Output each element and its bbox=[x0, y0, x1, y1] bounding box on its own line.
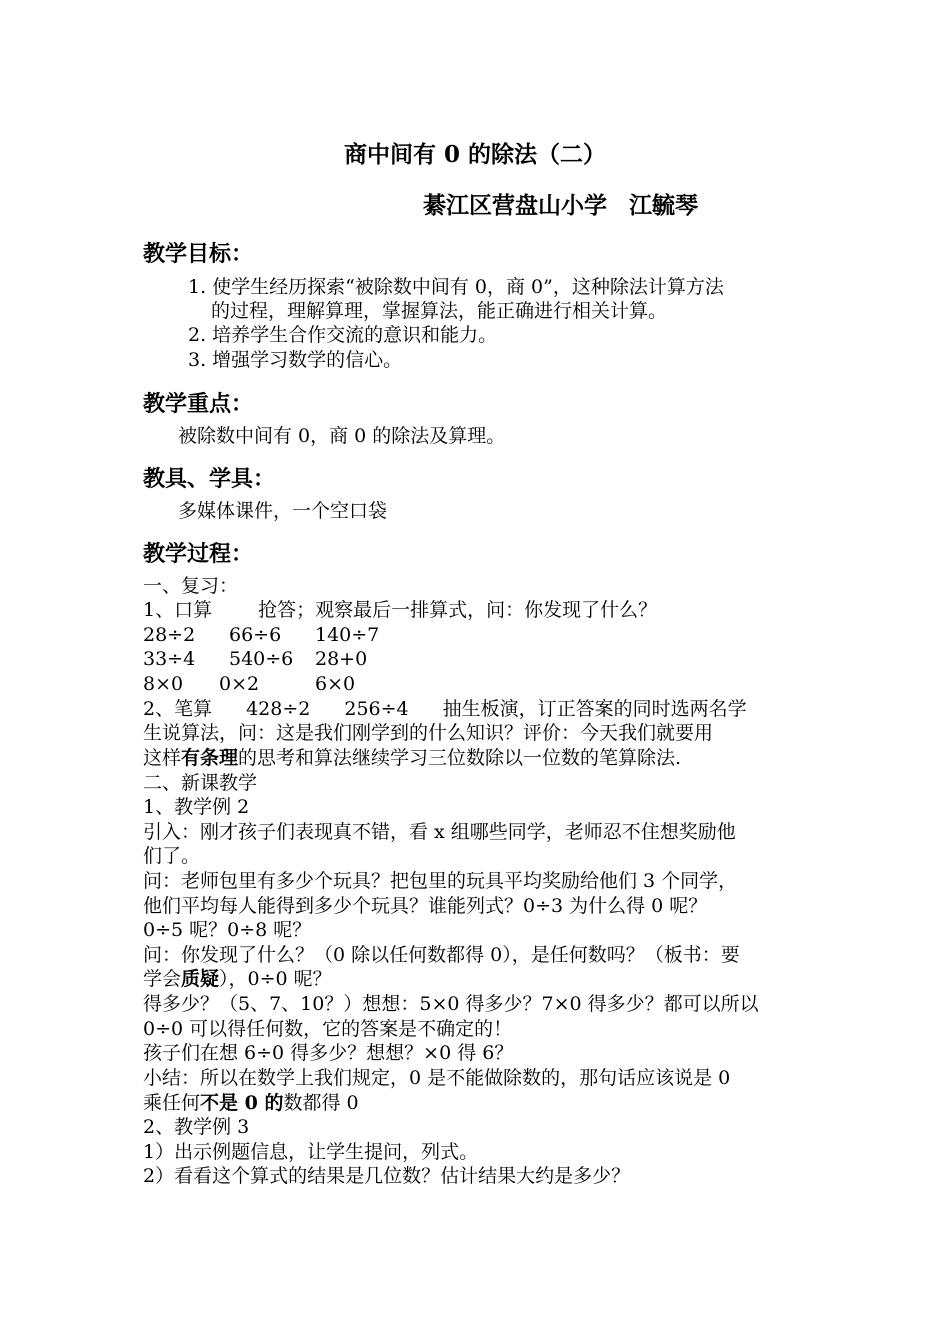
text-run: 的思考和算法继续学习三位数除以一位数的笔算除法. bbox=[238, 747, 682, 769]
written-calc-text: 抽生板演，订正答案的同时选两名学 bbox=[442, 698, 747, 720]
text-run: 乘任何 bbox=[143, 1092, 201, 1114]
expression: 6×0 bbox=[315, 673, 356, 695]
oral-calc-label: 1、口算 bbox=[143, 599, 213, 621]
process-line: 问：老师包里有多少个玩具？把包里的玩具平均奖励给他们 3 个同学， bbox=[143, 870, 738, 892]
process-line: 1）出示例题信息，让学生提问，列式。 bbox=[143, 1141, 479, 1163]
text-run: 学会 bbox=[143, 968, 182, 990]
expression: 140÷7 bbox=[315, 624, 380, 646]
process-line bbox=[143, 598, 657, 622]
process-line bbox=[143, 746, 681, 770]
goal-item-cont: 的过程，理解算理，掌握算法，能正确进行相关计算。 bbox=[211, 300, 668, 322]
emphasis: 有条理 bbox=[181, 747, 239, 769]
written-calc-label: 2、笔算 bbox=[143, 698, 213, 720]
goals-heading: 教学目标： bbox=[143, 241, 254, 267]
expression-row bbox=[143, 647, 367, 671]
expression: 66÷6 bbox=[229, 624, 282, 646]
process-line: 们了。 bbox=[143, 845, 201, 867]
text-run: ），0÷0 呢？ bbox=[219, 968, 332, 990]
process-line: 生说算法，问：这是我们刚学到的什么知识？评价：今天我们就要用 bbox=[143, 722, 714, 744]
expression: 256÷4 bbox=[344, 698, 409, 720]
process-line: 引入：刚才孩子们表现真不错，看 x 组哪些同学，老师忍不住想奖励他 bbox=[143, 821, 736, 843]
process-line: 问：你发现了什么？（0 除以任何数都得 0），是任何数吗？（板书：要 bbox=[143, 944, 740, 966]
subsection-example-3: 2、教学例 3 bbox=[143, 1116, 250, 1138]
focus-text: 被除数中间有 0，商 0 的除法及算理。 bbox=[178, 425, 506, 447]
document-title: 商中间有 0 的除法（二） bbox=[343, 141, 607, 168]
process-line bbox=[143, 967, 332, 991]
section-new-lesson: 二、新课教学 bbox=[143, 772, 258, 794]
expression: 0×2 bbox=[219, 673, 260, 695]
oral-calc-text: 抢答；观察最后一排算式，问：你发现了什么？ bbox=[258, 599, 658, 621]
goal-item: 2. 培养学生合作交流的意识和能力。 bbox=[188, 324, 498, 346]
goal-item: 3. 增强学习数学的信心。 bbox=[188, 349, 403, 371]
process-line: 2）看看这个算式的结果是几位数？估计结果大约是多少？ bbox=[143, 1165, 631, 1187]
emphasis: 质疑 bbox=[181, 968, 220, 990]
expression: 540÷6 bbox=[229, 648, 294, 670]
author-line bbox=[423, 187, 698, 220]
process-line: 0÷0 可以得任何数，它的答案是不确定的！ bbox=[143, 1018, 513, 1040]
process-line: 孩子们在想 6÷0 得多少？想想？×0 得 6？ bbox=[143, 1042, 514, 1064]
section-review: 一、复习： bbox=[143, 575, 239, 597]
tools-text: 多媒体课件，一个空口袋 bbox=[178, 500, 388, 522]
process-line bbox=[143, 1091, 359, 1115]
subsection-example-2: 1、教学例 2 bbox=[143, 796, 250, 818]
author-school: 綦江区营盘山小学 bbox=[423, 192, 607, 219]
expression: 28+0 bbox=[315, 648, 368, 670]
expression-row bbox=[143, 623, 379, 647]
text-run: 数都得 0 bbox=[283, 1092, 359, 1114]
expression: 8×0 bbox=[143, 673, 184, 695]
emphasis: 不是 0 的 bbox=[200, 1092, 284, 1114]
expression: 428÷2 bbox=[246, 698, 311, 720]
expression-row bbox=[143, 672, 355, 696]
process-line: 得多少？（5、7、10？）想想：5×0 得多少？7×0 得多少？都可以所以 bbox=[143, 993, 759, 1015]
process-line bbox=[143, 697, 747, 721]
process-line: 小结：所以在数学上我们规定，0 是不能做除数的，那句话应该说是 0 bbox=[143, 1067, 731, 1089]
goal-item: 1. 使学生经历探索“被除数中间有 0，商 0”，这种除法计算方法 bbox=[188, 276, 724, 298]
process-line: 0÷5 呢？0÷8 呢？ bbox=[143, 919, 312, 941]
text-run: 这样 bbox=[143, 747, 182, 769]
process-line: 他们平均每人能得到多少个玩具？谁能列式？0÷3 为什么得 0 呢？ bbox=[143, 895, 708, 917]
expression: 33÷4 bbox=[143, 648, 196, 670]
author-name: 江毓琴 bbox=[629, 192, 698, 219]
expression: 28÷2 bbox=[143, 624, 196, 646]
focus-heading: 教学重点： bbox=[143, 391, 254, 417]
tools-heading: 教具、学具： bbox=[143, 466, 276, 492]
process-heading: 教学过程： bbox=[143, 541, 254, 567]
